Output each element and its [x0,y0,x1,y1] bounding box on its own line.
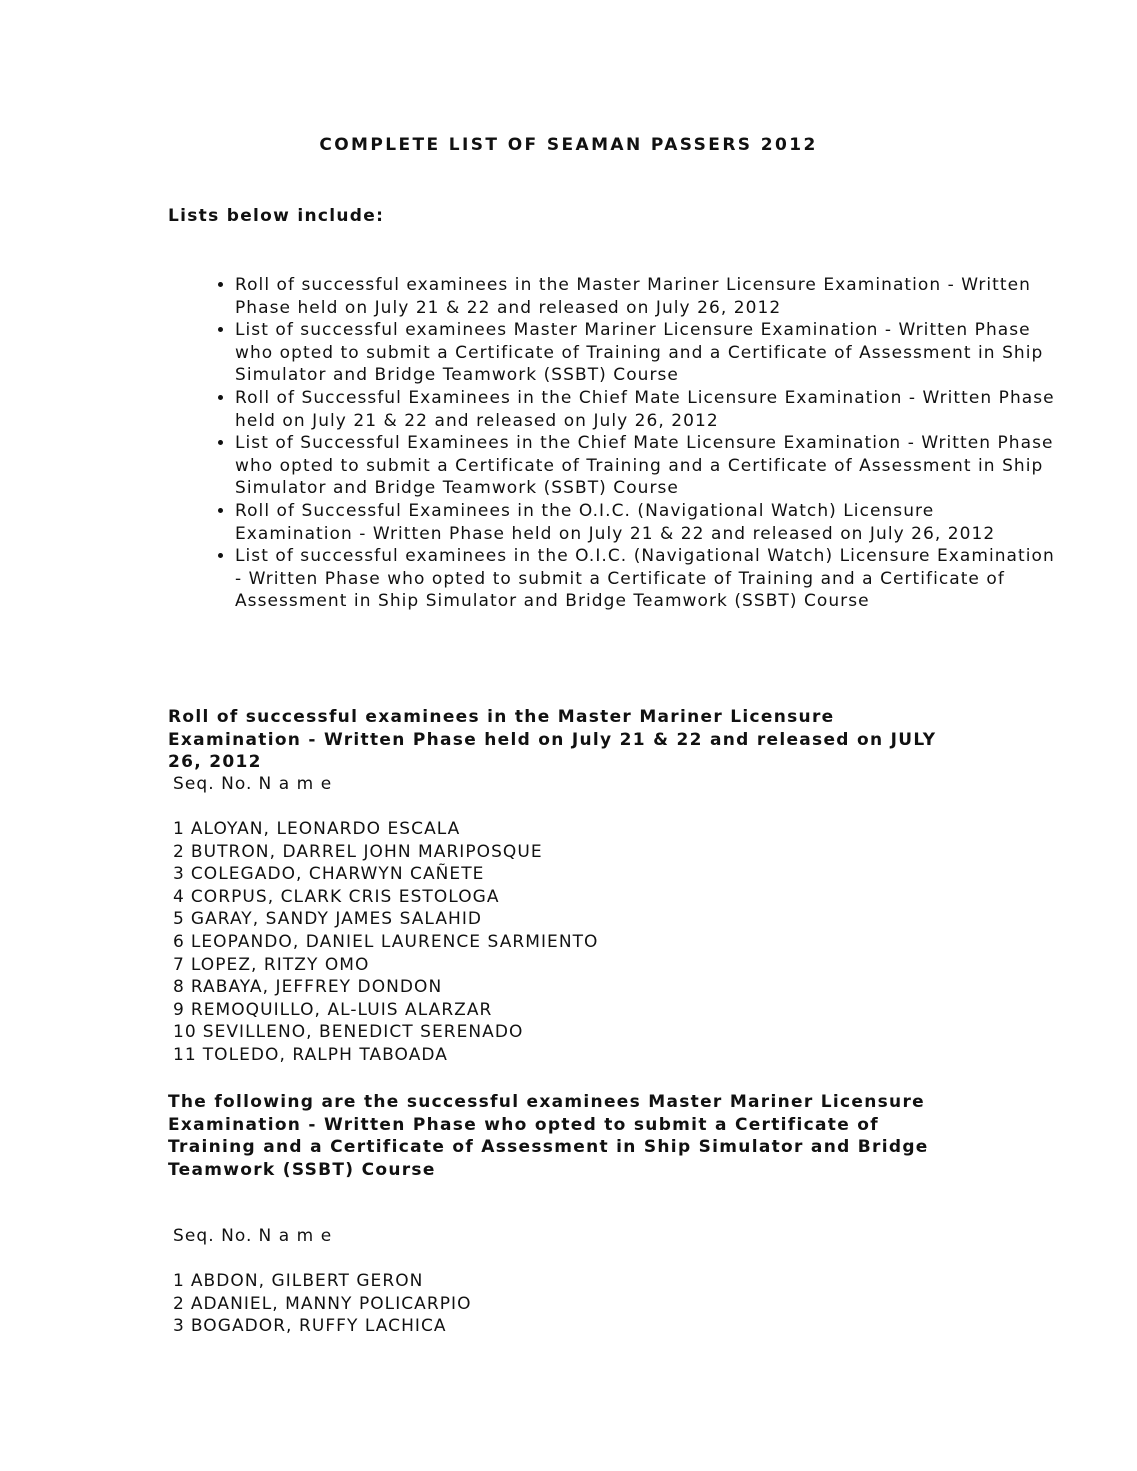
seq-number: 8 [173,977,185,998]
intro-heading: Lists below include: [168,206,385,226]
list-item: • List of successful examinees in the O.I.C. (Navigational Watch) Licensure Examination - Written Phase who opted to submit a Certificate of Training and a Certificate of Assessment in Ship Simulator and Bridge Teamwork (SSBT) Course [235,545,1055,613]
seq-number: 6 [173,931,185,952]
section-master-mariner [168,706,968,774]
examinee-row [173,886,598,909]
examinee-name: COLEGADO, CHARWYN CAÑETE [190,864,485,885]
section-heading: The following are the successful examinees Master Mariner Licensure Examination - Written Phase who opted to submit a Certificate of Training and a Certificate of Assessment in Ship Simulator and Bridge Teamwork (SSBT) Course [168,1092,929,1180]
seq-number: 1 [173,819,185,839]
examinee-name: ADANIEL, MANNY POLICARPIO [190,1293,472,1314]
examinee-row [173,863,598,886]
examinee-row [173,1293,472,1316]
examinee-name: LEOPANDO, DANIEL LAURENCE SARMIENTO [190,931,599,952]
seq-number: 11 [173,1044,197,1065]
seq-number: 4 [173,886,185,907]
section-master-mariner-ssbt [168,1091,968,1181]
examinee-row [173,841,598,864]
document-title: COMPLETE LIST OF SEAMAN PASSERS 2012 [319,135,818,155]
examinee-list [173,1270,472,1338]
seq-column-label: Seq. No. [173,774,253,794]
examinee-name: ALOYAN, LEONARDO ESCALA [190,819,461,839]
column-header [173,774,332,794]
examinee-row [173,999,598,1022]
seq-number: 2 [173,1293,185,1314]
list-item: • Roll of Successful Examinees in the Chief Mate Licensure Examination - Written Phase held on July 21 & 22 and released on July 26, 2012 [235,387,1055,432]
seq-number: 10 [173,1022,197,1043]
examinee-row [173,954,598,977]
intro-block [168,205,998,228]
name-column-label: N a m e [258,1226,333,1246]
examinee-name: RABAYA, JEFFREY DONDON [190,977,443,998]
examinee-name: BOGADOR, RUFFY LACHICA [190,1316,447,1337]
list-item: • Roll of Successful Examinees in the O.I.C. (Navigational Watch) Licensure Examination - Written Phase held on July 21 & 22 and released on July 26, 2012 [235,500,1055,545]
examinee-name: TOLEDO, RALPH TABOADA [202,1044,448,1065]
examinee-name: ABDON, GILBERT GERON [190,1271,424,1291]
examinee-list [173,818,598,1067]
seq-number: 3 [173,864,185,885]
seq-number: 7 [173,954,185,975]
list-item: • Roll of successful examinees in the Master Mariner Licensure Examination - Written Phase held on July 21 & 22 and released on July 26, 2012 [235,274,1055,319]
examinee-row [173,1315,472,1338]
examinee-row [173,818,598,841]
examinee-name: REMOQUILLO, AL-LUIS ALARZAR [190,999,493,1020]
examinee-row [173,908,598,931]
examinee-row [173,976,598,999]
seq-number: 2 [173,841,185,862]
seq-column-label: Seq. No. [173,1226,253,1246]
seq-number: 5 [173,909,185,930]
examinee-row [173,931,598,954]
examinee-name: LOPEZ, RITZY OMO [190,954,370,975]
list-item: • List of Successful Examinees in the Chief Mate Licensure Examination - Written Phase who opted to submit a Certificate of Training and a Certificate of Assessment in Ship Simulator and Bridge Teamwork (SSBT) Course [235,432,1055,500]
examinee-name: BUTRON, DARREL JOHN MARIPOSQUE [190,841,543,862]
examinee-name: GARAY, SANDY JAMES SALAHID [190,909,483,930]
column-header [173,1226,332,1246]
seq-number: 1 [173,1271,185,1291]
name-column-label: N a m e [258,774,333,794]
examinee-row [173,1044,598,1067]
examinee-row [173,1021,598,1044]
seq-number: 3 [173,1316,185,1337]
examinee-name: CORPUS, CLARK CRIS ESTOLOGA [190,886,500,907]
examinee-row [173,1270,472,1293]
section-heading: Roll of successful examinees in the Master Mariner Licensure Examination - Written Phase held on July 21 & 22 and released on JULY 26, 2012 [168,707,937,772]
examinee-name: SEVILLENO, BENEDICT SERENADO [202,1022,524,1043]
included-lists [168,274,1055,613]
seq-number: 9 [173,999,185,1020]
list-item: • List of successful examinees Master Mariner Licensure Examination - Written Phase who opted to submit a Certificate of Training and a Certificate of Assessment in Ship Simulator and Bridge Teamwork (SSBT) Course [235,319,1055,387]
